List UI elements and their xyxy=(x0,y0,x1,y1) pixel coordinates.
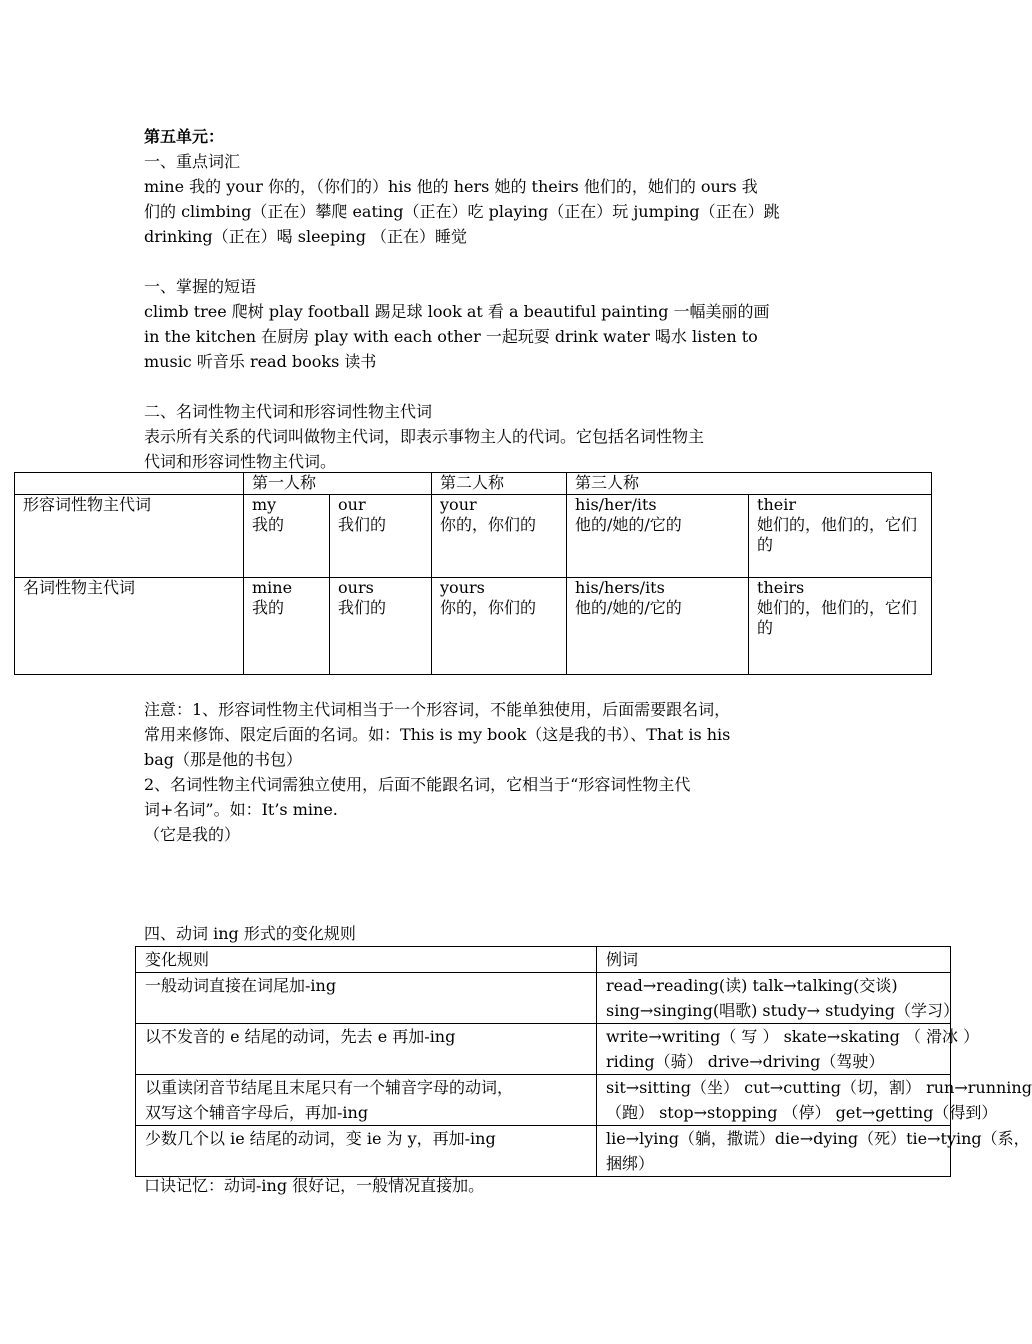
text-line: drinking（正在）喝 sleeping （正在）睡觉 xyxy=(144,227,468,246)
section-heading-pronouns: 二、名词性物主代词和形容词性物主代词 xyxy=(144,402,433,421)
cell-cn: 你的，你们的 xyxy=(440,515,537,534)
rule-cell xyxy=(136,1024,597,1075)
cell-en: our xyxy=(338,495,366,514)
cell-cn: 我的 xyxy=(252,598,285,617)
phrases-text xyxy=(144,299,806,374)
text-line: 以重读闭音节结尾且末尾只有一个辅音字母的动词， xyxy=(145,1078,514,1097)
cell-en: their xyxy=(757,495,796,514)
text-line: 以不发音的 e 结尾的动词，先去 e 再加-ing xyxy=(145,1027,456,1046)
text-line: 捆绑） xyxy=(606,1154,655,1173)
text-line: riding（骑） drive→driving（驾驶） xyxy=(606,1052,885,1071)
table-cell xyxy=(244,578,330,675)
rule-cell xyxy=(136,1075,597,1126)
text-line: 们的 climbing（正在）攀爬 eating（正在）吃 playing（正在）玩 jumping（正在）跳 xyxy=(144,202,780,221)
pronouns-intro xyxy=(144,424,806,474)
vocab-text xyxy=(144,174,806,249)
text-line: read→reading(读) talk→talking(交谈) xyxy=(606,976,898,995)
cell-cn: 她们的，他们的，它们的 xyxy=(757,515,918,554)
table-header-cell: 第一人称 xyxy=(244,473,432,495)
cell-cn: 他的/她的/它的 xyxy=(575,515,682,534)
cell-en: his/hers/its xyxy=(575,578,665,597)
text-line: in the kitchen 在厨房 play with each other 一起玩耍 drink water 喝水 listen to xyxy=(144,327,758,346)
table-header-cell: 第二人称 xyxy=(432,473,567,495)
text-line: lie→lying（躺，撒谎）die→dying（死）tie→tying（系， xyxy=(606,1129,1030,1148)
row-label: 名词性物主代词 xyxy=(15,578,244,675)
table-header-row xyxy=(136,947,951,973)
cell-cn: 我们的 xyxy=(338,515,387,534)
example-cell xyxy=(597,973,960,1024)
text-line: 表示所有关系的代词叫做物主代词，即表示事物主人的代词。它包括名词性物主 xyxy=(144,427,705,446)
text-line: mine 我的 your 你的，（你们的）his 他的 hers 她的 theirs 他们的，她们的 ours 我 xyxy=(144,177,758,196)
text-line: 注意：1、形容词性物主代词相当于一个形容词，不能单独使用，后面需要跟名词， xyxy=(144,700,731,719)
table-row xyxy=(136,1075,951,1126)
notes xyxy=(144,697,806,847)
table-cell xyxy=(567,495,749,578)
table-cell xyxy=(749,578,932,675)
text-line: 词+名词”。如：It’s mine. xyxy=(144,800,338,819)
text-line: music 听音乐 read books 读书 xyxy=(144,352,377,371)
text-line: bag（那是他的书包） xyxy=(144,750,303,769)
table-row xyxy=(15,578,932,675)
table-row xyxy=(15,495,932,578)
text-line: 一般动词直接在词尾加-ing xyxy=(145,976,337,995)
text-line: sit→sitting（坐） cut→cutting（切，割） run→running xyxy=(606,1078,1032,1097)
table-cell xyxy=(330,578,432,675)
table-cell xyxy=(432,578,567,675)
table-header-cell: 例词 xyxy=(597,947,951,973)
table-header-row xyxy=(15,473,932,495)
table-cell xyxy=(244,495,330,578)
text-line: 2、名词性物主代词需独立使用，后面不能跟名词，它相当于“形容词性物主代 xyxy=(144,775,691,794)
table-row xyxy=(136,1024,951,1075)
cell-en: your xyxy=(440,495,477,514)
row-label: 形容词性物主代词 xyxy=(15,495,244,578)
table-cell xyxy=(567,578,749,675)
cell-cn: 他的/她的/它的 xyxy=(575,598,682,617)
rule-cell xyxy=(136,973,597,1024)
section-heading-phrases: 一、掌握的短语 xyxy=(144,277,257,296)
example-cell xyxy=(597,1075,1032,1126)
cell-en: mine xyxy=(252,578,293,597)
text-line: （跑） stop→stopping （停） get→getting（得到） xyxy=(606,1103,998,1122)
table-row xyxy=(136,973,951,1024)
ing-rules-table xyxy=(135,946,1032,1177)
text-line: write→writing（ 写 ） skate→skating （ 滑冰 ） xyxy=(606,1027,980,1046)
cell-cn: 我们的 xyxy=(338,598,387,617)
text-line: climb tree 爬树 play football 踢足球 look at 看 a beautiful painting 一幅美丽的画 xyxy=(144,302,770,321)
pronoun-table xyxy=(14,472,932,675)
section-heading-ing: 四、动词 ing 形式的变化规则 xyxy=(144,924,356,943)
table-header-cell: 第三人称 xyxy=(567,473,932,495)
table-header-cell: 变化规则 xyxy=(136,947,597,973)
cell-en: theirs xyxy=(757,578,805,597)
text-line: 少数几个以 ie 结尾的动词，变 ie 为 y，再加-ing xyxy=(145,1129,496,1148)
cell-cn: 她们的，他们的，它们的 xyxy=(757,598,918,637)
cell-cn: 你的，你们的 xyxy=(440,598,537,617)
example-cell xyxy=(597,1126,1030,1177)
cell-en: my xyxy=(252,495,277,514)
table-header-cell xyxy=(15,473,244,495)
cell-en: yours xyxy=(440,578,485,597)
page-title: 第五单元： xyxy=(144,127,225,146)
table-cell xyxy=(749,495,932,578)
rule-cell xyxy=(136,1126,597,1177)
cell-en: ours xyxy=(338,578,374,597)
text-line: 双写这个辅音字母后，再加-ing xyxy=(145,1103,369,1122)
text-line: 常用来修饰、限定后面的名词。如：This is my book（这是我的书）、That is his xyxy=(144,725,731,744)
text-line: sing→singing(唱歌) study→ studying（学习） xyxy=(606,1001,960,1020)
text-line: （它是我的） xyxy=(144,825,241,844)
cell-en: his/her/its xyxy=(575,495,657,514)
cell-cn: 我的 xyxy=(252,515,285,534)
table-cell xyxy=(330,495,432,578)
mnemonic-footer: 口诀记忆：动词-ing 很好记，一般情况直接加。 xyxy=(144,1176,485,1195)
example-cell xyxy=(597,1024,980,1075)
text-line: 代词和形容词性物主代词。 xyxy=(144,452,337,471)
table-cell xyxy=(432,495,567,578)
table-row xyxy=(136,1126,951,1177)
section-heading-vocab: 一、重点词汇 xyxy=(144,152,241,171)
